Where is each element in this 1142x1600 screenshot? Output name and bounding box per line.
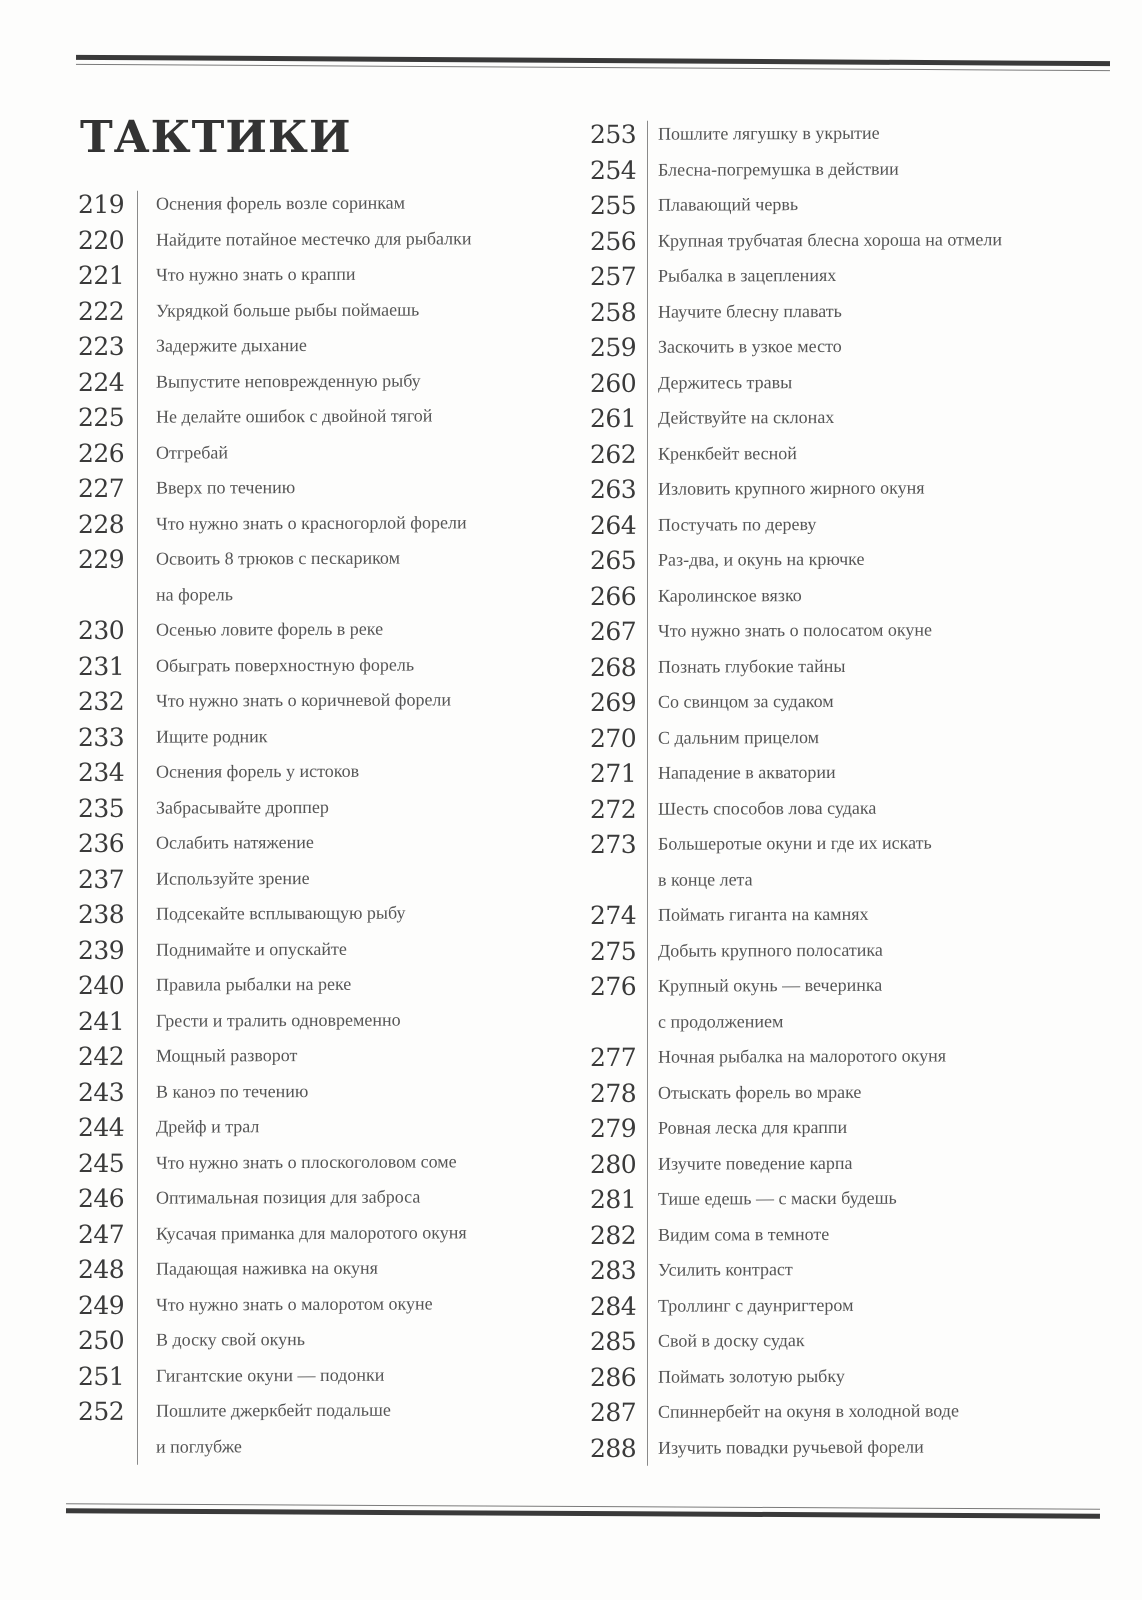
entry-title: Грести и тралить одновременно [156, 1009, 401, 1031]
entry-title: Вверх по течению [156, 477, 296, 498]
entry-number: 288 [590, 1433, 637, 1463]
entry-number: 236 [78, 828, 125, 859]
toc-entry [590, 1286, 1060, 1324]
bottom-rule [66, 1503, 1100, 1518]
entry-number: 237 [78, 864, 125, 894]
entry-title: Найдите потайное местечко для рыбалки [156, 227, 472, 250]
entry-title: Пошлите джеркбейт подальше и поглубже [156, 1399, 391, 1457]
toc-entry [78, 291, 548, 329]
toc-entry [590, 1180, 1060, 1218]
toc-entry [78, 682, 548, 720]
entry-number: 221 [78, 260, 125, 291]
entry-number: 230 [78, 615, 125, 646]
toc-entry [78, 256, 548, 294]
entry-title: Кусачая приманка для малоротого окуня [156, 1221, 467, 1244]
toc-entry [590, 505, 1060, 543]
entry-number: 266 [590, 581, 637, 611]
toc-entry [78, 753, 548, 791]
toc-entry [78, 788, 548, 826]
entry-number: 246 [78, 1183, 125, 1214]
toc-entry [590, 1109, 1060, 1147]
entry-title: Крупная трубчатая блесна хороша на отмели [658, 228, 1002, 251]
toc-column-left [78, 185, 548, 1465]
toc-entry [590, 470, 1060, 508]
entry-title: Пошлите лягушку в укрытие [658, 122, 880, 144]
entry-number: 241 [78, 1006, 125, 1036]
entry-number: 229 [78, 544, 125, 575]
toc-entry [590, 1428, 1060, 1466]
toc-entry [78, 185, 548, 223]
entry-number: 253 [590, 119, 637, 150]
entry-number: 245 [78, 1148, 125, 1178]
entry-number: 228 [78, 509, 125, 539]
entry-number: 285 [590, 1326, 637, 1357]
entry-number: 258 [590, 297, 637, 327]
toc-entry [78, 1072, 548, 1110]
entry-number: 267 [590, 616, 637, 647]
toc-entry [78, 327, 548, 365]
entry-number: 222 [78, 296, 125, 326]
toc-entry [590, 754, 1060, 792]
entry-title: Укрядкой больше рыбы поймаешь [156, 299, 420, 321]
entry-title: Усилить контраст [658, 1259, 793, 1280]
entry-title: Тише едешь — с маски будешь [658, 1187, 897, 1209]
toc-entry [78, 824, 548, 862]
entry-number: 280 [590, 1149, 637, 1179]
entry-number: 272 [590, 794, 637, 824]
entry-number: 244 [78, 1112, 125, 1143]
entry-title: Действуйте на склонах [658, 406, 835, 428]
entry-title: Добыть крупного полосатика [658, 939, 883, 961]
entry-number: 254 [590, 155, 637, 185]
entry-title: Правила рыбалки на реке [156, 973, 352, 995]
entry-title: Ночная рыбалка на малоротого окуня [658, 1045, 947, 1067]
entry-number: 225 [78, 402, 125, 433]
entry-number: 257 [590, 261, 637, 292]
entry-number: 242 [78, 1041, 125, 1072]
toc-entry [78, 540, 548, 613]
toc-entry [590, 1322, 1060, 1360]
entry-title: Осенью ловите форель в реке [156, 618, 384, 640]
entry-title: Обыграть поверхностную форель [156, 654, 415, 676]
column-divider [137, 191, 138, 1465]
toc-entry [590, 363, 1060, 401]
toc-entry [78, 220, 548, 258]
entry-number: 250 [78, 1325, 125, 1356]
entry-number: 277 [590, 1042, 637, 1073]
entry-title: Что нужно знать о полосатом окуне [658, 619, 932, 641]
entry-number: 256 [590, 226, 637, 256]
entry-title: Большеротые окуни и где их искать в конце лета [658, 832, 932, 890]
entry-title: Держитесь травы [658, 371, 793, 393]
entry-number: 281 [590, 1184, 637, 1215]
toc-entry [78, 1108, 548, 1146]
toc-entry [78, 646, 548, 684]
toc-entry [590, 718, 1060, 756]
entry-title: Что нужно знать о красногорлой форели [156, 511, 467, 534]
entry-title: Подсекайте всплывающую рыбу [156, 902, 406, 924]
entry-number: 234 [78, 757, 125, 788]
entry-number: 233 [78, 722, 125, 752]
entry-title: Отыскать форель во мраке [658, 1081, 862, 1103]
entry-title: Задержите дыхание [156, 335, 307, 356]
entry-title: Ровная леска для краппи [658, 1116, 848, 1138]
entry-title: Раз-два, и окунь на крючке [658, 548, 865, 570]
toc-column-right [590, 115, 1060, 1466]
top-rule [76, 55, 1110, 71]
toc-entry [78, 362, 548, 400]
entry-number: 279 [590, 1113, 637, 1144]
entry-number: 270 [590, 723, 637, 753]
entry-title: Кренкбейт весной [658, 442, 797, 464]
toc-entry [590, 399, 1060, 437]
entry-number: 268 [590, 652, 637, 682]
entry-number: 263 [590, 474, 637, 505]
entry-title: Мощный разворот [156, 1045, 298, 1066]
toc-entry [590, 1038, 1060, 1076]
entry-number: 226 [78, 438, 125, 468]
entry-title: Что нужно знать о краппи [156, 263, 356, 285]
entry-title: Оснения форель возле соринкам [156, 192, 406, 214]
entry-title: Что нужно знать о коричневой форели [156, 689, 452, 711]
entry-title: Спиннербейт на окуня в холодной воде [658, 1400, 959, 1422]
toc-entry [590, 612, 1060, 650]
entry-title: С дальним прицелом [658, 726, 820, 748]
toc-entry [590, 257, 1060, 295]
entry-title: Гигантские окуни — подонки [156, 1364, 385, 1386]
entry-number: 252 [78, 1396, 125, 1427]
entry-title: Падающая наживка на окуня [156, 1257, 378, 1279]
entry-title: Рыбалка в зацеплениях [658, 264, 837, 286]
entry-number: 286 [590, 1362, 637, 1392]
toc-entry [78, 1250, 548, 1288]
entry-title: Блесна-погремушка в действии [658, 158, 899, 180]
toc-entry [78, 1214, 548, 1252]
entry-title: Изловить крупного жирного окуня [658, 477, 925, 499]
entry-title: Заскочить в узкое место [658, 335, 842, 357]
entry-number: 278 [590, 1078, 637, 1108]
toc-entry [590, 292, 1060, 330]
entry-number: 248 [78, 1254, 125, 1285]
entry-number: 255 [590, 190, 637, 221]
entry-title: В каноэ по течению [156, 1080, 309, 1102]
toc-entry [78, 1143, 548, 1181]
entry-number: 243 [78, 1077, 125, 1107]
entry-title: Используйте зрение [156, 867, 310, 889]
entry-title: Освоить 8 трюков с пескариком на форель [156, 547, 400, 605]
entry-number: 262 [590, 439, 637, 469]
entry-title: Троллинг с даунригтером [658, 1294, 854, 1316]
entry-title: Отгребай [156, 441, 229, 463]
toc-entry [78, 1321, 548, 1359]
entry-number: 264 [590, 510, 637, 540]
toc-entry [590, 1357, 1060, 1395]
toc-entry [78, 1179, 548, 1217]
entry-title: Постучать по дереву [658, 513, 817, 535]
entry-title: Изучите поведение карпа [658, 1152, 853, 1174]
entry-title: Оснения форель у истоков [156, 760, 360, 782]
toc-entry [590, 541, 1060, 579]
entry-title: Оптимальная позиция для заброса [156, 1186, 421, 1208]
toc-entry [78, 930, 548, 968]
entry-title: Дрейф и трал [156, 1116, 260, 1137]
entry-number: 224 [78, 367, 125, 397]
toc-entry [78, 1037, 548, 1075]
toc-entry [78, 1285, 548, 1323]
toc-entry [590, 647, 1060, 685]
entry-title: Поймать гиганта на камнях [658, 903, 869, 925]
entry-number: 227 [78, 473, 125, 504]
entry-number: 284 [590, 1291, 637, 1321]
entry-number: 274 [590, 900, 637, 931]
entry-title: Шесть способов лова судака [658, 797, 877, 819]
toc-entry [590, 1393, 1060, 1431]
toc-entry [590, 1251, 1060, 1289]
entry-number: 283 [590, 1255, 637, 1286]
entry-number: 273 [590, 829, 637, 860]
entry-title: Познать глубокие тайны [658, 655, 846, 677]
toc-entry [590, 150, 1060, 188]
toc-entry [590, 328, 1060, 366]
toc-entry [78, 859, 548, 897]
entry-number: 271 [590, 758, 637, 789]
toc-entry [590, 789, 1060, 827]
toc-entry [78, 398, 548, 436]
toc-entry [78, 469, 548, 507]
entry-number: 240 [78, 970, 125, 1001]
toc-entry [590, 576, 1060, 614]
toc-entry [78, 1356, 548, 1394]
page-title: ТАКТИКИ [80, 112, 352, 163]
entry-number: 265 [590, 545, 637, 576]
toc-entry [590, 1073, 1060, 1111]
entry-number: 238 [78, 899, 125, 930]
entry-number: 287 [590, 1397, 637, 1428]
toc-entry [590, 115, 1060, 153]
entry-number: 232 [78, 686, 125, 717]
entry-number: 251 [78, 1361, 125, 1391]
entry-number: 231 [78, 651, 125, 681]
column-divider [647, 121, 648, 1466]
toc-entry [590, 931, 1060, 969]
entry-title: Видим сома в темноте [658, 1223, 830, 1245]
entry-number: 282 [590, 1220, 637, 1250]
entry-title: Свой в доску судак [658, 1330, 805, 1351]
entry-title: Что нужно знать о малоротом окуне [156, 1292, 433, 1315]
entry-number: 247 [78, 1219, 125, 1249]
toc-entry [78, 1001, 548, 1039]
toc-entry [590, 434, 1060, 472]
entry-number: 275 [590, 936, 637, 966]
entry-number: 223 [78, 331, 125, 362]
toc-entry [590, 186, 1060, 224]
entry-title: Что нужно знать о плоскоголовом соме [156, 1150, 457, 1173]
entry-title: Изучить повадки ручьевой форели [658, 1436, 924, 1458]
entry-title: Ищите родник [156, 725, 268, 747]
entry-title: Поднимайте и опускайте [156, 938, 347, 960]
entry-title: Нападение в акватории [658, 761, 836, 783]
entry-number: 239 [78, 935, 125, 965]
toc-entry [590, 825, 1060, 898]
toc-entry [590, 221, 1060, 259]
toc-entry [78, 895, 548, 933]
toc-entry [590, 896, 1060, 934]
entry-title: Крупный окунь — вечеринка с продолжением [658, 974, 883, 1032]
toc-entry [590, 683, 1060, 721]
entry-number: 259 [590, 332, 637, 363]
entry-number: 249 [78, 1290, 125, 1320]
toc-entry [78, 611, 548, 649]
toc-entry [590, 967, 1060, 1040]
entry-title: Выпустите неповрежденную рыбу [156, 370, 421, 392]
entry-title: Каролинское вязко [658, 584, 802, 606]
toc-entry [78, 433, 548, 471]
entry-number: 220 [78, 225, 125, 255]
entry-title: Плавающий червь [658, 194, 799, 215]
entry-number: 219 [78, 189, 125, 220]
entry-number: 261 [590, 403, 637, 434]
toc-entry [590, 1215, 1060, 1253]
entry-title: В доску свой окунь [156, 1329, 305, 1350]
entry-number: 276 [590, 971, 637, 1002]
entry-title: Не делайте ошибок с двойной тягой [156, 405, 433, 427]
entry-number: 260 [590, 368, 637, 398]
entry-title: Поймать золотую рыбку [658, 1365, 845, 1387]
toc-entry [78, 504, 548, 542]
toc-entry [78, 966, 548, 1004]
entry-number: 235 [78, 793, 125, 823]
toc-entry [78, 1392, 548, 1465]
toc-entry [590, 1144, 1060, 1182]
entry-title: Ослабить натяжение [156, 831, 314, 853]
toc-entry [78, 717, 548, 755]
entry-number: 269 [590, 687, 637, 718]
entry-title: Научите блесну плавать [658, 300, 842, 322]
entry-title: Со свинцом за судаком [658, 690, 834, 712]
entry-title: Забрасывайте дроппер [156, 796, 329, 818]
